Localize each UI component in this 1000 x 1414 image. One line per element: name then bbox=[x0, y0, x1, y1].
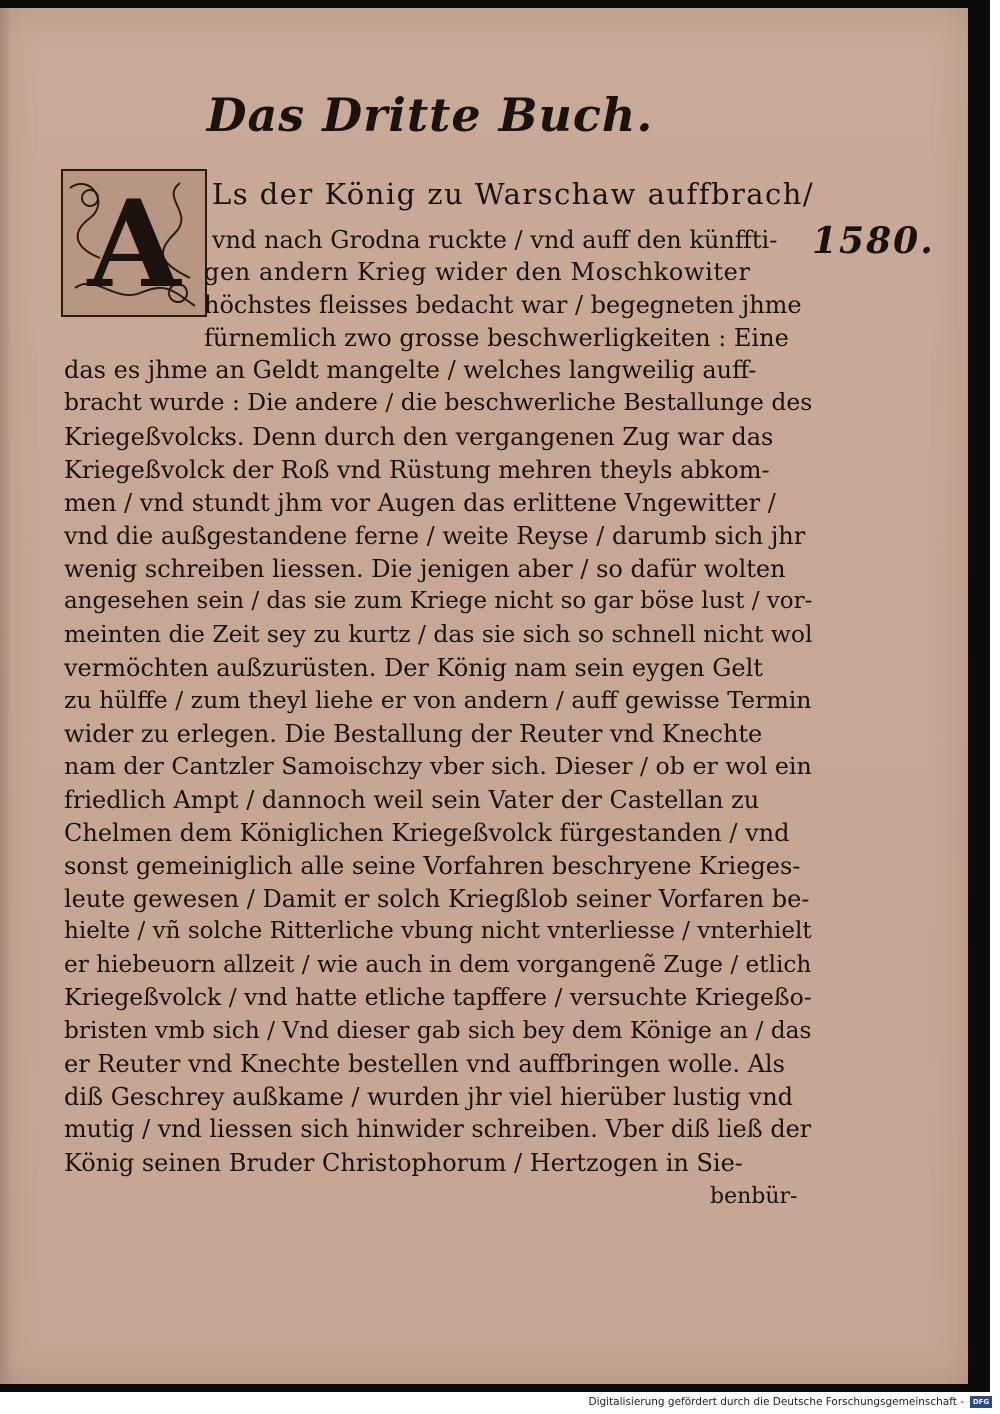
text-line: nam der Cantzler Samoischzy vber sich. Dieser / ob er wol ein bbox=[64, 752, 812, 780]
text-line: bristen vmb sich / Vnd dieser gab sich bey dem Könige an / das bbox=[64, 1017, 812, 1044]
text-line: höchstes fleisses bedacht war / begegneten jhme bbox=[204, 291, 802, 319]
dfg-logo[interactable]: DFG bbox=[970, 1396, 992, 1408]
initial-letter: A bbox=[87, 174, 181, 315]
text-line: wenig schreiben liessen. Die jenigen aber / so dafür wolten bbox=[64, 555, 786, 583]
text-line: angesehen sein / das sie zum Kriege nicht so gar böse lust / vor- bbox=[64, 588, 813, 614]
text-line: vnd nach Grodna ruckte / vnd auff den künffti- bbox=[212, 226, 778, 254]
text-line: diß Geschrey außkame / wurden jhr viel hierüber lustig vnd bbox=[64, 1083, 794, 1111]
text-line: vnd die außgestandene ferne / weite Reyse / darumb sich jhr bbox=[64, 522, 806, 550]
digitization-footer bbox=[588, 1396, 992, 1408]
text-line: er hiebeuorn allzeit / wie auch in dem vorgangenẽ Zuge / etlich bbox=[64, 951, 812, 978]
text-line: bracht wurde : Die andere / die beschwerliche Bestallunge des bbox=[64, 388, 813, 416]
decorated-initial bbox=[60, 168, 208, 318]
text-line: meinten die Zeit sey zu kurtz / das sie sich so schnell nicht wol bbox=[64, 620, 813, 648]
page-heading: Das Dritte Buch. bbox=[206, 88, 654, 142]
text-line: hielte / vñ solche Ritterliche vbung nicht vnterliesse / vnterhielt bbox=[64, 918, 812, 944]
text-line: friedlich Ampt / dannoch weil sein Vater der Castellan zu bbox=[64, 786, 760, 814]
page-gutter-shadow bbox=[0, 8, 12, 1384]
catchword: benbür- bbox=[710, 1184, 798, 1209]
text-line: vermöchten außzurüsten. Der König nam sein eygen Gelt bbox=[64, 654, 763, 682]
text-line: wider zu erlegen. Die Bestallung der Reuter vnd Knechte bbox=[64, 720, 763, 748]
text-line: das es jhme an Geldt mangelte / welches langweilig auff- bbox=[64, 356, 757, 384]
text-line: leute gewesen / Damit er solch Kriegßlob seiner Vorfaren be- bbox=[64, 885, 810, 913]
text-line: Ls der König zu Warschaw auffbrach/ bbox=[212, 177, 815, 211]
text-line: Kriegeßvolck / vnd hatte etliche tapffere / versuchte Kriegeßo- bbox=[64, 983, 812, 1011]
text-line: mutig / vnd liessen sich hinwider schreiben. Vber diß ließ der bbox=[64, 1115, 812, 1143]
book-page bbox=[0, 8, 968, 1384]
text-line: gen andern Krieg wider den Moschkowiter bbox=[204, 258, 751, 286]
text-line: fürnemlich zwo grosse beschwerligkeiten : Eine bbox=[204, 324, 789, 352]
funding-credit: Digitalisierung gefördert durch die Deutsche Forschungsgemeinschaft - bbox=[588, 1396, 964, 1408]
text-line: Kriegeßvolck der Roß vnd Rüstung mehren theyls abkom- bbox=[64, 456, 770, 484]
marginal-year-note: 1580. bbox=[812, 220, 935, 262]
text-line: er Reuter vnd Knechte bestellen vnd auffbringen wolle. Als bbox=[64, 1050, 785, 1078]
text-line: sonst gemeiniglich alle seine Vorfahren beschryene Krieges- bbox=[64, 852, 801, 880]
text-line: König seinen Bruder Christophorum / Hertzogen in Sie- bbox=[64, 1149, 743, 1177]
text-line: zu hülffe / zum theyl liehe er von andern / auff gewisse Termin bbox=[64, 686, 812, 714]
text-line: Kriegeßvolcks. Denn durch den vergangenen Zug war das bbox=[64, 423, 774, 451]
text-line: Chelmen dem Königlichen Kriegeßvolck fürgestanden / vnd bbox=[64, 819, 790, 847]
text-line: men / vnd stundt jhm vor Augen das erlittene Vngewitter / bbox=[64, 489, 776, 517]
